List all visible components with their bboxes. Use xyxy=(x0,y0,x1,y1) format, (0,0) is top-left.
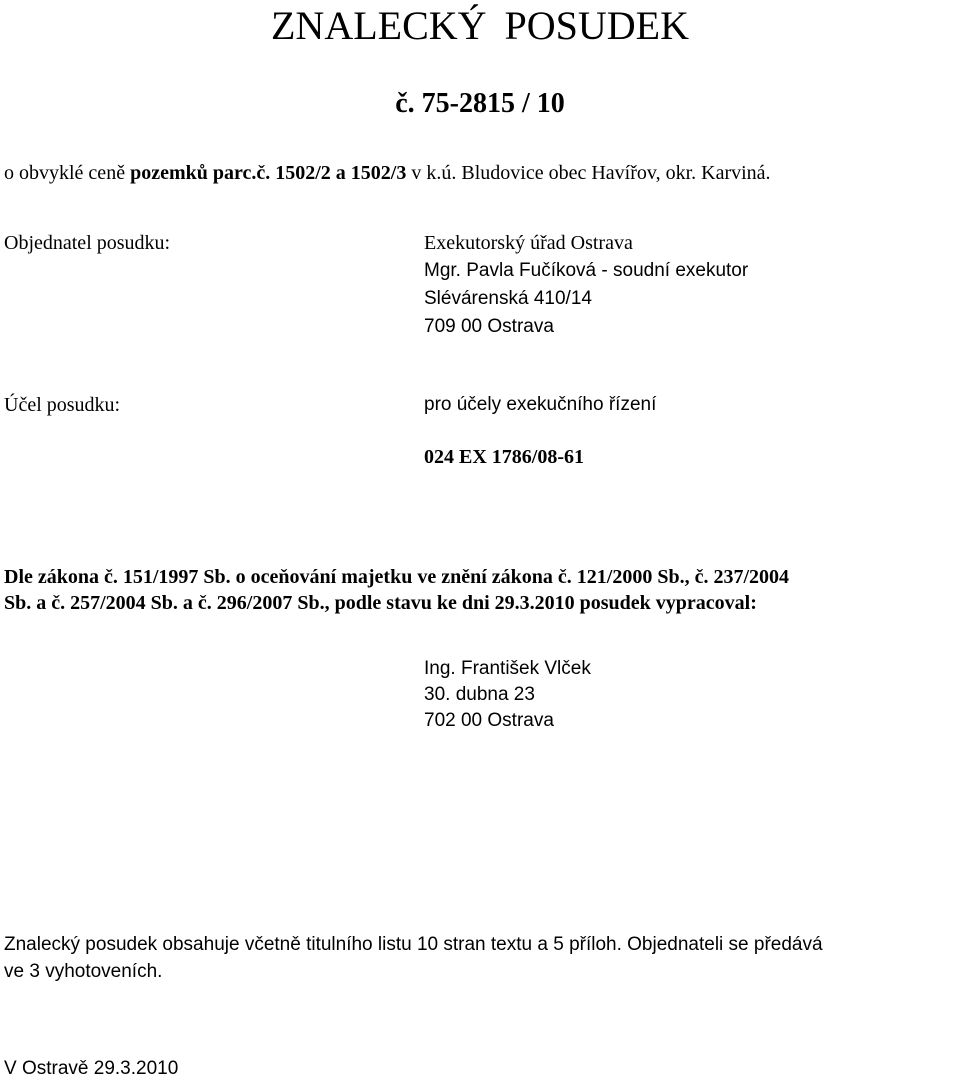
subject-suffix: v k.ú. Bludovice obec Havířov, okr. Karviná. xyxy=(406,162,771,184)
purpose-label: Účel posudku: xyxy=(4,394,121,416)
footer-line-1: Znalecký posudek obsahuje včetně titulního listu 10 stran textu a 5 příloh. Objednateli se předává xyxy=(4,934,823,955)
law-line-1: Dle zákona č. 151/1997 Sb. o oceňování majetku ve znění zákona č. 121/2000 Sb., č. 237/2004 xyxy=(4,566,790,588)
case-number: 024 EX 1786/08-61 xyxy=(424,446,584,468)
client-office: Exekutorský úřad Ostrava xyxy=(424,232,633,254)
place-date: V Ostravě 29.3.2010 xyxy=(4,1058,179,1079)
expert-city: 702 00 Ostrava xyxy=(424,710,554,731)
document-title: ZNALECKÝ POSUDEK xyxy=(271,3,689,48)
client-name: Mgr. Pavla Fučíková - soudní exekutor xyxy=(424,260,749,281)
subject-line xyxy=(4,160,771,186)
client-label: Objednatel posudku: xyxy=(4,232,171,254)
document-number: č. 75-2815 / 10 xyxy=(395,88,565,119)
expert-name: Ing. František Vlček xyxy=(424,658,591,679)
subject-prefix: o obvyklé ceně xyxy=(4,162,131,184)
law-line-2: Sb. a č. 257/2004 Sb. a č. 296/2007 Sb., podle stavu ke dni 29.3.2010 posudek vypracoval: xyxy=(4,592,757,614)
expert-address xyxy=(424,656,591,734)
footer-line-2: ve 3 vyhotoveních. xyxy=(4,961,163,982)
expert-street: 30. dubna 23 xyxy=(424,684,535,705)
subject-parcels: pozemků parc.č. 1502/2 a 1502/3 xyxy=(130,162,407,184)
law-statement xyxy=(4,564,960,616)
client-city: 709 00 Ostrava xyxy=(424,316,554,337)
footer-note xyxy=(4,931,960,985)
client-street: Slévárenská 410/14 xyxy=(424,288,592,309)
purpose-text: pro účely exekučního řízení xyxy=(424,394,657,415)
